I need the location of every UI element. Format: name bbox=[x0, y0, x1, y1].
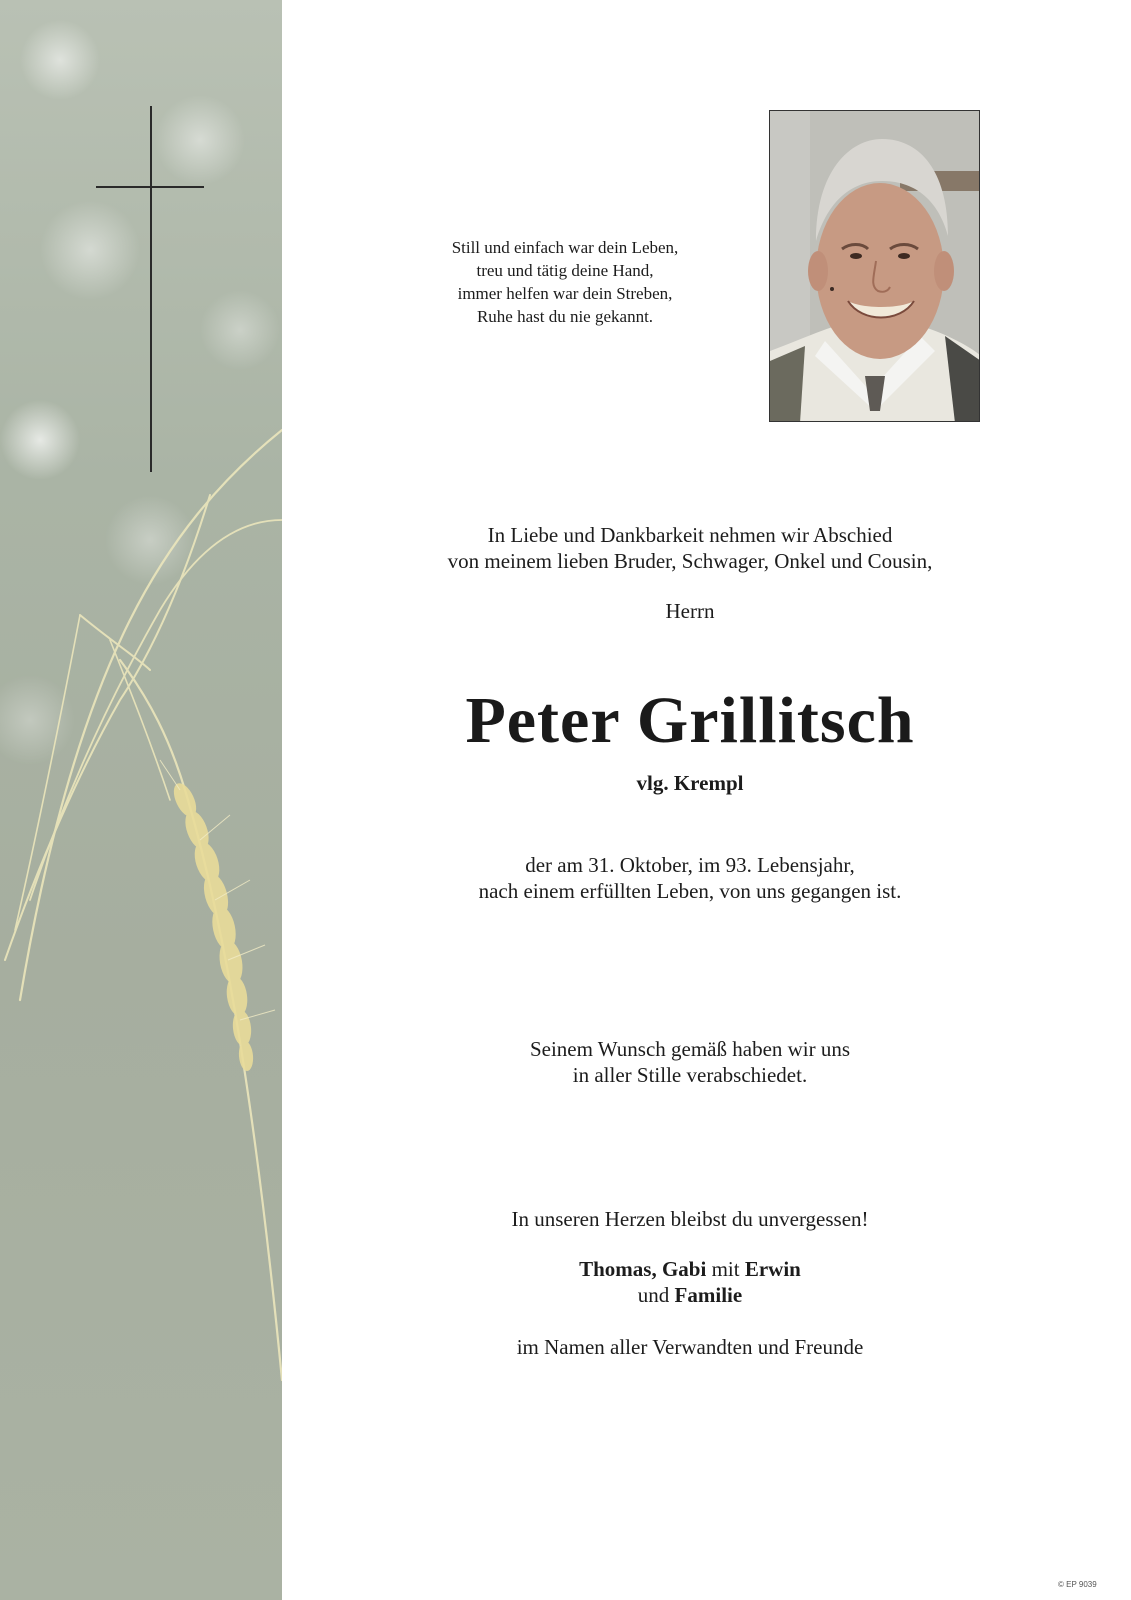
mourner-conjunction: und bbox=[637, 1283, 675, 1307]
poem-line: Ruhe hast du nie gekannt. bbox=[476, 307, 654, 326]
wish-line: in aller Stille verabschiedet. bbox=[572, 1063, 808, 1087]
salutation: Herrn bbox=[665, 599, 715, 623]
wheat-illustration bbox=[0, 0, 282, 1600]
wheat-ear bbox=[169, 780, 254, 1072]
wish-line: Seinem Wunsch gemäß haben wir uns bbox=[529, 1037, 851, 1061]
remembrance-text: In unseren Herzen bleibst du unvergessen! bbox=[511, 1207, 869, 1231]
deceased-name: Peter Grillitsch bbox=[465, 684, 915, 757]
farewell-line: von meinem lieben Bruder, Schwager, Onkel und Cousin, bbox=[447, 549, 933, 573]
mourner-names: Thomas, Gabi bbox=[579, 1257, 707, 1281]
poem-line: treu und tätig deine Hand, bbox=[476, 261, 654, 280]
death-line: der am 31. Oktober, im 93. Lebensjahr, bbox=[525, 853, 855, 877]
mourner-name: Erwin bbox=[744, 1257, 801, 1281]
mourner-family: Familie bbox=[674, 1283, 743, 1307]
farewell-text bbox=[390, 522, 990, 574]
farewell-line: In Liebe und Dankbarkeit nehmen wir Abschied bbox=[487, 523, 893, 547]
wish-text bbox=[390, 1036, 990, 1088]
print-code: © EP 9039 bbox=[1058, 1580, 1097, 1589]
cross-icon bbox=[96, 106, 204, 472]
death-line: nach einem erfüllten Leben, von uns gegangen ist. bbox=[478, 879, 902, 903]
mourners-line-1 bbox=[390, 1256, 990, 1282]
poem-line: immer helfen war dein Streben, bbox=[457, 284, 673, 303]
alias-name: vlg. Krempl bbox=[636, 771, 744, 795]
closing-text: im Namen aller Verwandten und Freunde bbox=[516, 1335, 864, 1359]
memorial-poem bbox=[415, 236, 715, 328]
poem-line: Still und einfach war dein Leben, bbox=[451, 238, 679, 257]
portrait-photo bbox=[769, 110, 980, 422]
mourners-line-2 bbox=[390, 1282, 990, 1308]
mourners bbox=[390, 1256, 990, 1308]
decorative-side-panel bbox=[0, 0, 282, 1600]
mourner-conjunction: mit bbox=[706, 1257, 745, 1281]
death-notice bbox=[390, 852, 990, 904]
